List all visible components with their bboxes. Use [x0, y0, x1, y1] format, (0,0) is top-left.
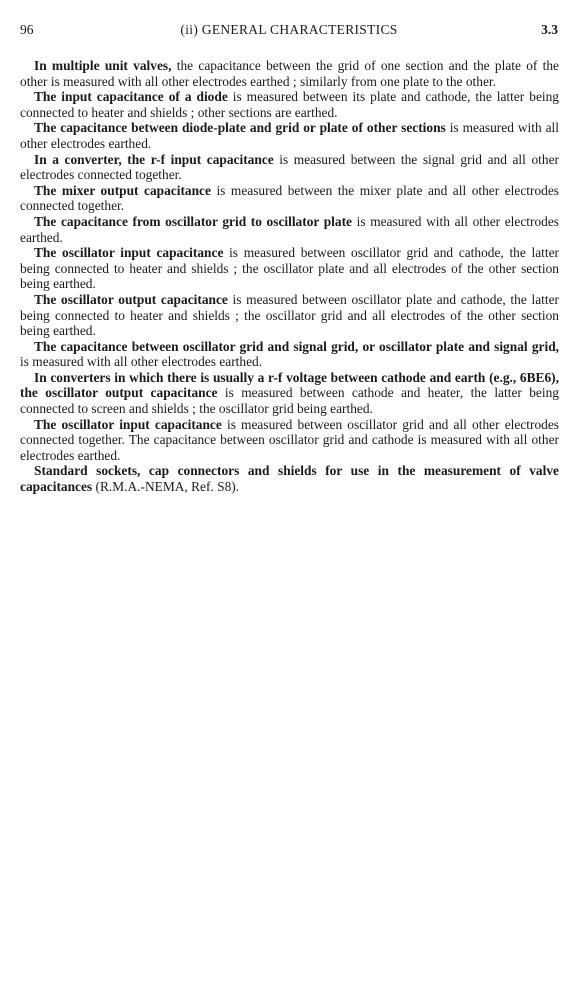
paragraph-text: is measured between oscillator plate and cathode, the latter being connected to heater and shields ; the oscillator grid and all electrodes of the other section being earthed.	[20, 291, 559, 339]
paragraph	[20, 292, 559, 339]
paragraph-lead: In a converter, the r-f input capacitance	[34, 151, 274, 167]
paragraph	[20, 463, 559, 494]
paragraph	[20, 214, 559, 245]
paragraph-lead: The capacitance between diode-plate and grid or plate of other sections	[34, 120, 446, 136]
page-number: 96	[20, 22, 34, 37]
paragraph-text: is measured with all other electrodes earthed.	[20, 120, 560, 151]
paragraph-lead: The input capacitance of a diode	[34, 89, 228, 105]
paragraph	[20, 58, 559, 89]
paragraph-lead: The capacitance from oscillator grid to oscillator plate	[34, 213, 353, 229]
paragraph-text: is measured between cathode and heater, the latter being connected to screen and shields ; the oscillator grid being earthed.	[20, 385, 559, 417]
paragraph	[20, 183, 559, 214]
paragraph-lead: Standard sockets, cap connectors and shields for use in the measurement of valve capacitances	[20, 463, 559, 495]
paragraph-text: is measured with all other electrodes earthed.	[20, 354, 263, 370]
paragraph	[20, 370, 559, 417]
paragraph-text: is measured between oscillator grid and cathode, the latter being connected to heater and shields ; the oscillator plate and all electrodes of the other section being earthed.	[20, 245, 560, 292]
paragraph-lead: The oscillator input capacitance	[34, 245, 224, 261]
section-number: 3.3	[541, 22, 558, 37]
paragraph-text: is measured between oscillator grid and all other electrodes connected together. The capacitance between oscillator grid and cathode is measured with all other electrodes earthed.	[20, 416, 559, 463]
page-header	[20, 22, 558, 42]
paragraph-text: (R.M.A.-NEMA, Ref. S8).	[92, 479, 240, 495]
paragraph-text: is measured between the signal grid and all other electrodes connected together.	[20, 151, 559, 183]
paragraph-lead: The oscillator output capacitance	[34, 291, 228, 307]
paragraph	[20, 120, 559, 151]
paragraph	[20, 417, 559, 464]
paragraph	[20, 339, 559, 370]
paragraph-text: is measured with all other electrodes earthed.	[20, 213, 559, 245]
paragraph	[20, 89, 559, 120]
paragraph-text: is measured between the mixer plate and all other electrodes connected together.	[20, 182, 559, 214]
paragraph	[20, 152, 559, 183]
running-title: (ii) GENERAL CHARACTERISTICS	[180, 22, 398, 37]
paragraph-text: the capacitance between the grid of one section and the plate of the other is measured with all other electrodes earthed ; similarly from one plate to the other.	[20, 58, 559, 89]
paragraph-lead: The mixer output capacitance	[34, 182, 211, 198]
paragraph-text: is measured between its plate and cathode, the latter being connected to heater and shields ; other sections are earthed.	[20, 89, 559, 120]
paragraph-lead: The capacitance between oscillator grid and signal grid, or oscillator plate and signal grid,	[34, 338, 559, 354]
body-text	[20, 58, 559, 495]
paragraph-lead: In multiple unit valves,	[34, 58, 172, 73]
paragraph-lead: In converters in which there is usually a r-f voltage between cathode and earth (e.g., 6BE6), the oscillator output capacitance	[20, 369, 559, 401]
paragraph-lead: The oscillator input capacitance	[34, 416, 222, 432]
paragraph	[20, 245, 559, 292]
